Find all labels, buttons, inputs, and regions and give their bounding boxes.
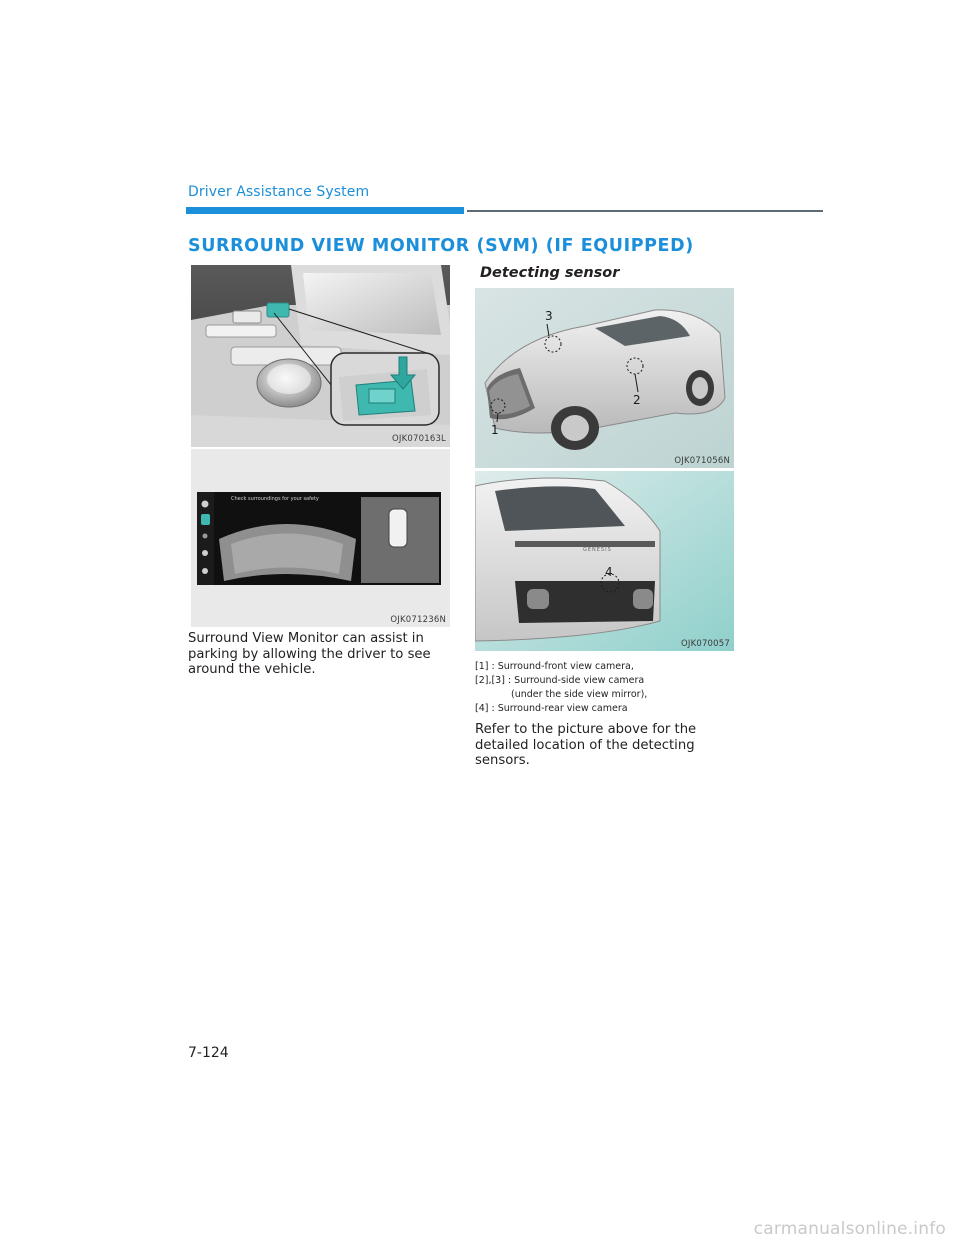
running-header: Driver Assistance System: [188, 184, 370, 200]
screen-caption: Check surroundings for your safety: [231, 496, 319, 502]
subsection-heading: Detecting sensor: [480, 265, 620, 281]
figure-code: OJK071236N: [390, 615, 446, 625]
intro-paragraph: Surround View Monitor can assist in parking by allowing the driver to see around the vehicle.: [188, 631, 431, 677]
sensor-legend: [475, 660, 647, 716]
sensor-paragraph: Refer to the picture above for the detailed location of the detecting sensors.: [475, 722, 697, 768]
page-number: 7-124: [188, 1045, 229, 1061]
watermark: carmanualsonline.info: [753, 1219, 946, 1239]
svm-screen-illustration: [191, 449, 450, 627]
section-title: SURROUND VIEW MONITOR (SVM) (IF EQUIPPED): [188, 236, 694, 256]
front-car-figure: [475, 288, 734, 468]
callout-3: 3: [545, 309, 553, 323]
figure-code: OJK070163L: [392, 434, 446, 444]
legend-item: [2],[3] : Surround-side view camera: [475, 675, 645, 686]
header-rule: [467, 210, 823, 212]
legend-item: (under the side view mirror),: [511, 689, 648, 700]
legend-item: [1] : Surround-front view camera,: [475, 661, 634, 672]
rear-car-figure: [475, 471, 734, 651]
legend-item: [4] : Surround-rear view camera: [475, 703, 628, 714]
figure-code: OJK071056N: [674, 456, 730, 466]
header-accent-bar: [186, 207, 464, 214]
callout-2: 2: [633, 393, 641, 407]
brand-badge: GENESIS: [583, 547, 612, 553]
callout-4: 4: [605, 565, 613, 579]
rear-car-illustration: [475, 471, 734, 651]
callout-1: 1: [491, 423, 499, 437]
figure-code: OJK070057: [680, 639, 730, 649]
svm-display-figure: [191, 449, 450, 627]
console-illustration: [191, 265, 450, 447]
console-figure: [191, 265, 450, 447]
front-car-illustration: [475, 288, 734, 468]
